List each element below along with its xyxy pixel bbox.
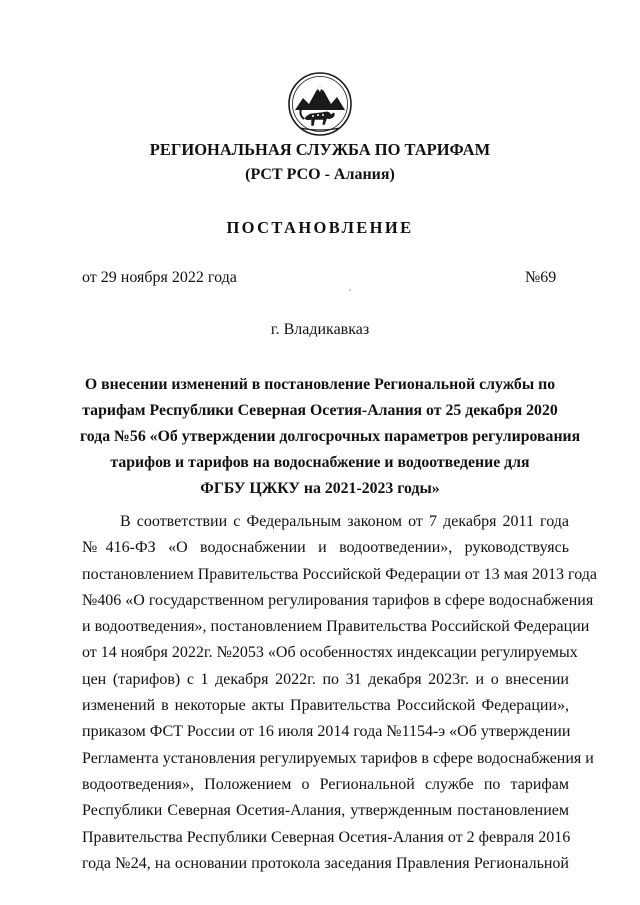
body-line: №406 «О государственном регулирования тарифов в сфере водоснабжения [82,591,594,609]
body-line: Регламента установления регулируемых тарифов в сфере водоснабжения и [82,749,594,767]
body-line: от 14 ноября 2022г. №2053 «Об особенностях индексации регулируемых [82,644,578,662]
title-line: тарифов и тарифов на водоснабжение и водоотведение для [110,454,530,471]
document-body [82,509,597,877]
body-line: года №24, на основании протокола заседания Правления Региональной [82,854,569,872]
title-line: тарифам Республики Северная Осетия-Алания от 25 декабря 2020 [82,402,558,419]
document-title [80,372,581,502]
document-type: ПОСТАНОВЛЕНИЕ [226,218,414,237]
body-line: В соответствии с Федеральным законом от 7 декабря 2011 года [120,513,569,530]
body-line: цен (тарифов) с 1 декабря 2022г. по 31 декабря 2023г. и о внесении [82,670,569,688]
document-date: от 29 ноября 2022 года [82,269,237,286]
title-line: года №56 «Об утверждении долгосрочных параметров регулирования [80,428,581,445]
scan-speck [349,289,351,291]
body-line: изменений в некоторые акты Правительства Российской Федерации», [82,697,569,715]
body-line: приказом ФСТ России от 16 июля 2014 года №1154-э «Об утверждении [82,723,571,741]
coat-of-arms-icon [287,70,353,138]
organization-name: РЕГИОНАЛЬНАЯ СЛУЖБА ПО ТАРИФАМ [149,140,491,159]
body-line: водоотведения», Положением о Региональной службе по тарифам [82,775,569,793]
body-line: Правительства Республики Северная Осетия-Алания от 2 февраля 2016 [82,828,571,846]
body-line: постановлением Правительства Российской Федерации от 13 мая 2013 года [82,565,597,583]
body-line: и водоотведения», постановлением Правительства Российской Федерации [82,618,590,636]
document-city: г. Владикавказ [270,321,370,338]
body-line: Республики Северная Осетия-Алания, утвержденным постановлением [82,802,569,820]
title-line: О внесении изменений в постановление Региональной службы по [84,376,556,393]
title-line: ФГБУ ЦЖКУ на 2021-2023 годы» [200,480,440,497]
body-line: №416-ФЗ «О водоснабжении и водоотведении», руководствуясь [82,539,569,557]
document-number: №69 [525,269,557,286]
organization-short-name: (РСТ РСО - Алания) [245,166,395,183]
